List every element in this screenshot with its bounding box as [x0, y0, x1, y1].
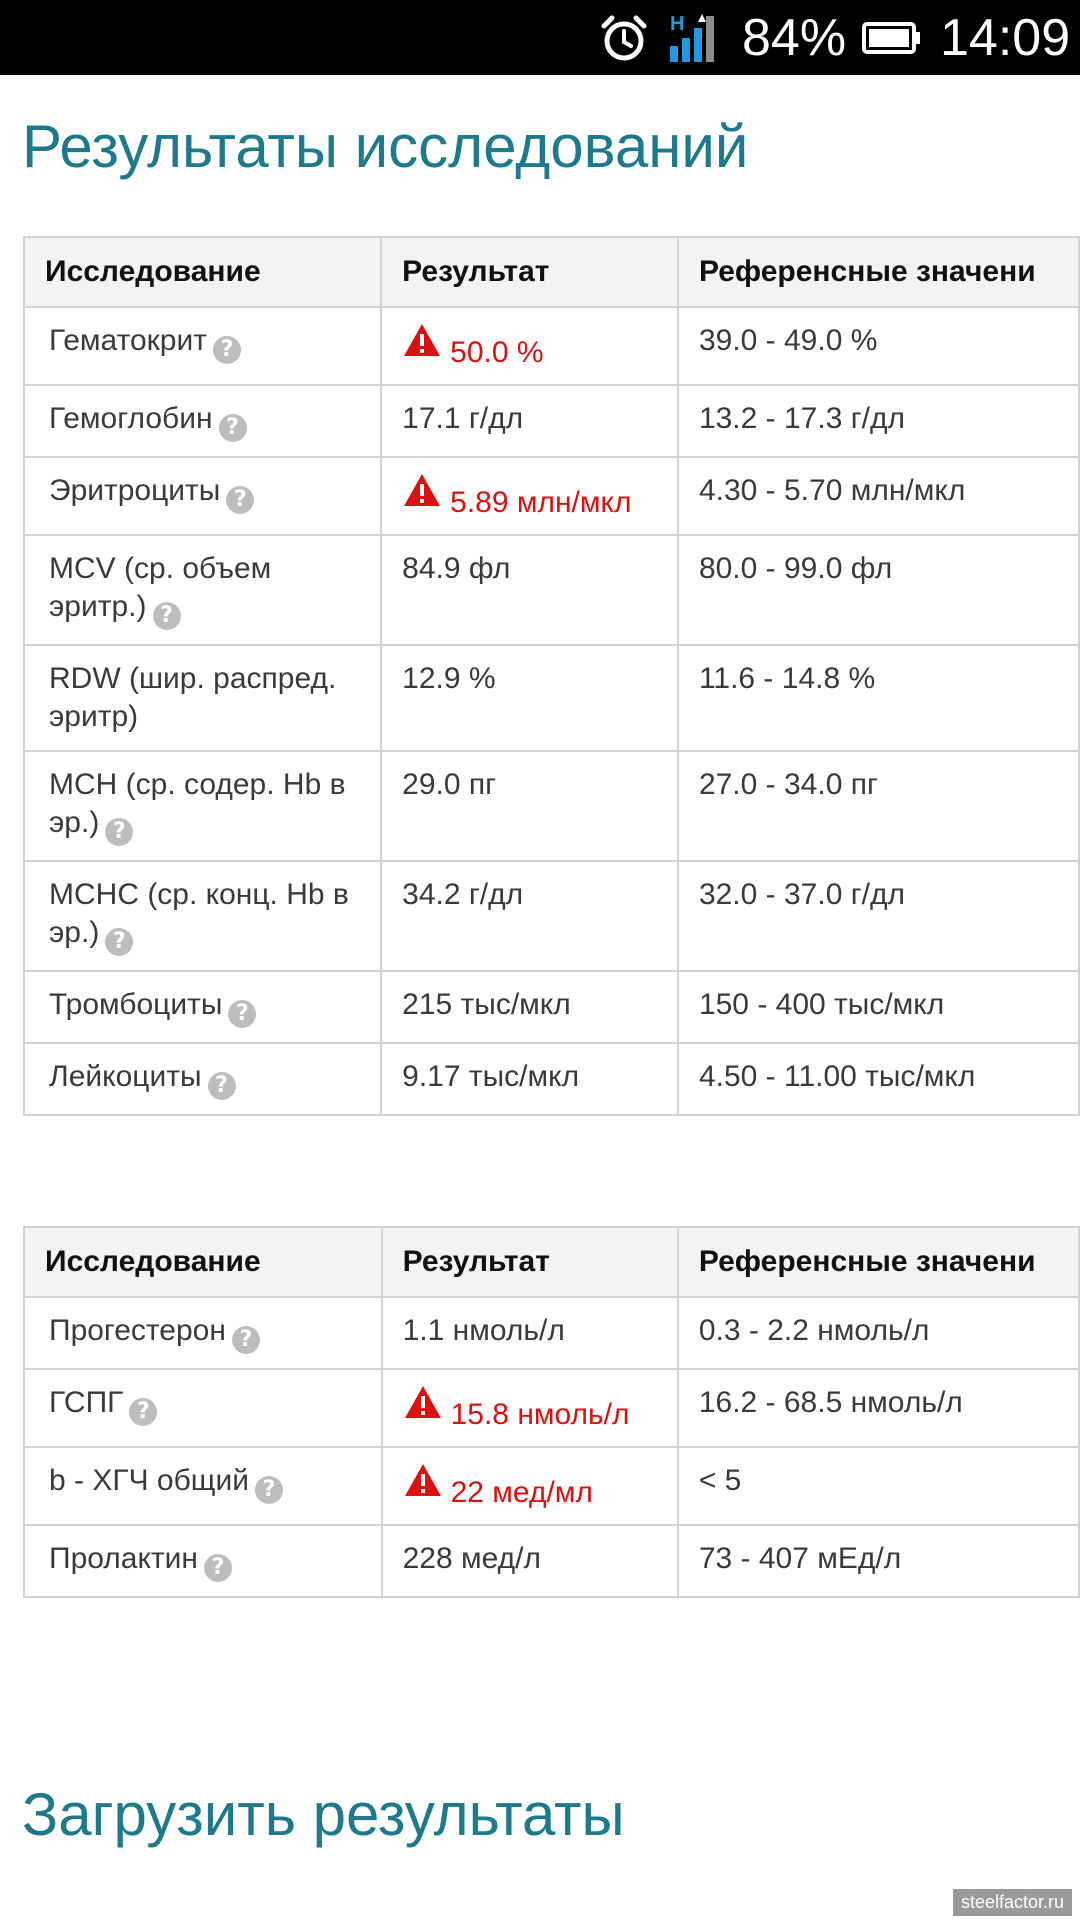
reference-value: 150 - 400 тыс/мкл: [678, 971, 1079, 1043]
study-name: Гематокрит: [49, 324, 207, 357]
result-value: 15.8 нмоль/л: [450, 1398, 630, 1431]
clock-time: 14:09: [940, 8, 1071, 67]
study-name-cell: [24, 1043, 381, 1115]
reference-value: < 5: [678, 1447, 1079, 1525]
warning-icon: [402, 472, 442, 518]
header-study: Исследование: [24, 1227, 382, 1297]
table-row: [24, 1369, 1079, 1447]
result-value-flagged: [403, 1392, 630, 1431]
reference-value: 0.3 - 2.2 нмоль/л: [678, 1297, 1079, 1369]
result-value: 5.89 млн/мкл: [450, 486, 632, 519]
reference-value: 13.2 - 17.3 г/дл: [678, 385, 1079, 457]
study-name: Лейкоциты: [49, 1060, 202, 1093]
study-name: RDW (шир. распред. эритр): [49, 662, 337, 733]
help-icon[interactable]: ?: [105, 928, 133, 956]
study-name-cell: [24, 457, 381, 535]
result-cell: [381, 307, 678, 385]
help-icon[interactable]: ?: [129, 1398, 157, 1426]
result-value: 1.1 нмоль/л: [382, 1297, 678, 1369]
reference-value: 16.2 - 68.5 нмоль/л: [678, 1369, 1079, 1447]
header-reference: Референсные значени: [678, 237, 1079, 307]
table-row: [24, 751, 1079, 861]
help-icon[interactable]: ?: [219, 414, 247, 442]
result-value: 215 тыс/мкл: [381, 971, 678, 1043]
study-name: Тромбоциты: [49, 988, 223, 1021]
watermark: steelfactor.ru: [953, 1889, 1072, 1916]
table-row: [24, 1297, 1079, 1369]
result-value: 84.9 фл: [381, 535, 678, 645]
table-row: [24, 645, 1079, 751]
header-reference: Референсные значени: [678, 1227, 1079, 1297]
study-name: MCH (ср. содер. Hb в эр.): [49, 768, 346, 839]
signal-hspa-icon: [668, 0, 724, 75]
page-title: Результаты исследований: [22, 113, 749, 180]
table-header-row: [24, 1227, 1079, 1297]
study-name-cell: [24, 535, 381, 645]
table-row: [24, 307, 1079, 385]
table-row: [24, 385, 1079, 457]
study-name-cell: [24, 645, 381, 751]
header-result: Результат: [381, 237, 678, 307]
result-value: 29.0 пг: [381, 751, 678, 861]
study-name-cell: [24, 307, 381, 385]
table-row: [24, 535, 1079, 645]
reference-value: 27.0 - 34.0 пг: [678, 751, 1079, 861]
reference-value: 80.0 - 99.0 фл: [678, 535, 1079, 645]
upload-results-title: Загрузить результаты: [22, 1781, 625, 1848]
help-icon[interactable]: ?: [255, 1476, 283, 1504]
reference-value: 4.50 - 11.00 тыс/мкл: [678, 1043, 1079, 1115]
result-value: 228 мед/л: [382, 1525, 678, 1597]
study-name: Пролактин: [49, 1542, 198, 1575]
study-name: Эритроциты: [49, 474, 221, 507]
help-icon[interactable]: ?: [153, 602, 181, 630]
result-value: 50.0 %: [450, 336, 544, 369]
result-value-flagged: [402, 330, 544, 369]
alarm-clock-icon: [598, 0, 650, 75]
status-bar: [0, 0, 1080, 75]
header-result: Результат: [382, 1227, 678, 1297]
svg-text:H: H: [670, 12, 685, 35]
header-study: Исследование: [24, 237, 381, 307]
result-cell: [382, 1447, 678, 1525]
results-table-hormones: [23, 1226, 1080, 1598]
study-name-cell: [24, 1297, 382, 1369]
study-name-cell: [24, 385, 381, 457]
reference-value: 73 - 407 мЕд/л: [678, 1525, 1079, 1597]
results-table-blood: [23, 236, 1080, 1116]
warning-icon: [402, 322, 442, 368]
study-name-cell: [24, 1447, 382, 1525]
table-header-row: [24, 237, 1079, 307]
study-name: Гемоглобин: [49, 402, 213, 435]
result-value-flagged: [402, 480, 632, 519]
table-row: [24, 457, 1079, 535]
study-name: MCV (ср. объем эритр.): [49, 552, 272, 623]
warning-icon: [403, 1384, 443, 1430]
table-row: [24, 1447, 1079, 1525]
battery-percent: 84%: [742, 8, 847, 67]
help-icon[interactable]: ?: [226, 486, 254, 514]
help-icon[interactable]: ?: [213, 336, 241, 364]
table-row: [24, 1525, 1079, 1597]
result-value-flagged: [403, 1470, 593, 1509]
study-name-cell: [24, 1525, 382, 1597]
study-name-cell: [24, 861, 381, 971]
reference-value: 11.6 - 14.8 %: [678, 645, 1079, 751]
result-cell: [381, 457, 678, 535]
table-row: [24, 971, 1079, 1043]
study-name-cell: [24, 751, 381, 861]
reference-value: 4.30 - 5.70 млн/мкл: [678, 457, 1079, 535]
result-value: 12.9 %: [381, 645, 678, 751]
study-name: b - ХГЧ общий: [49, 1464, 249, 1497]
result-cell: [382, 1369, 678, 1447]
study-name: ГСПГ: [49, 1386, 124, 1419]
result-value: 22 мед/мл: [450, 1476, 593, 1509]
study-name: Прогестерон: [49, 1314, 226, 1347]
result-value: 34.2 г/дл: [381, 861, 678, 971]
table-row: [24, 861, 1079, 971]
reference-value: 39.0 - 49.0 %: [678, 307, 1079, 385]
help-icon[interactable]: ?: [232, 1326, 260, 1354]
help-icon[interactable]: ?: [228, 1000, 256, 1028]
help-icon[interactable]: ?: [208, 1072, 236, 1100]
reference-value: 32.0 - 37.0 г/дл: [678, 861, 1079, 971]
warning-icon: [403, 1462, 443, 1508]
help-icon[interactable]: ?: [105, 818, 133, 846]
result-value: 9.17 тыс/мкл: [381, 1043, 678, 1115]
help-icon[interactable]: ?: [204, 1554, 232, 1582]
battery-icon: [862, 0, 922, 75]
study-name: MCHC (ср. конц. Hb в эр.): [49, 878, 349, 949]
study-name-cell: [24, 971, 381, 1043]
table-row: [24, 1043, 1079, 1115]
result-value: 17.1 г/дл: [381, 385, 678, 457]
study-name-cell: [24, 1369, 382, 1447]
